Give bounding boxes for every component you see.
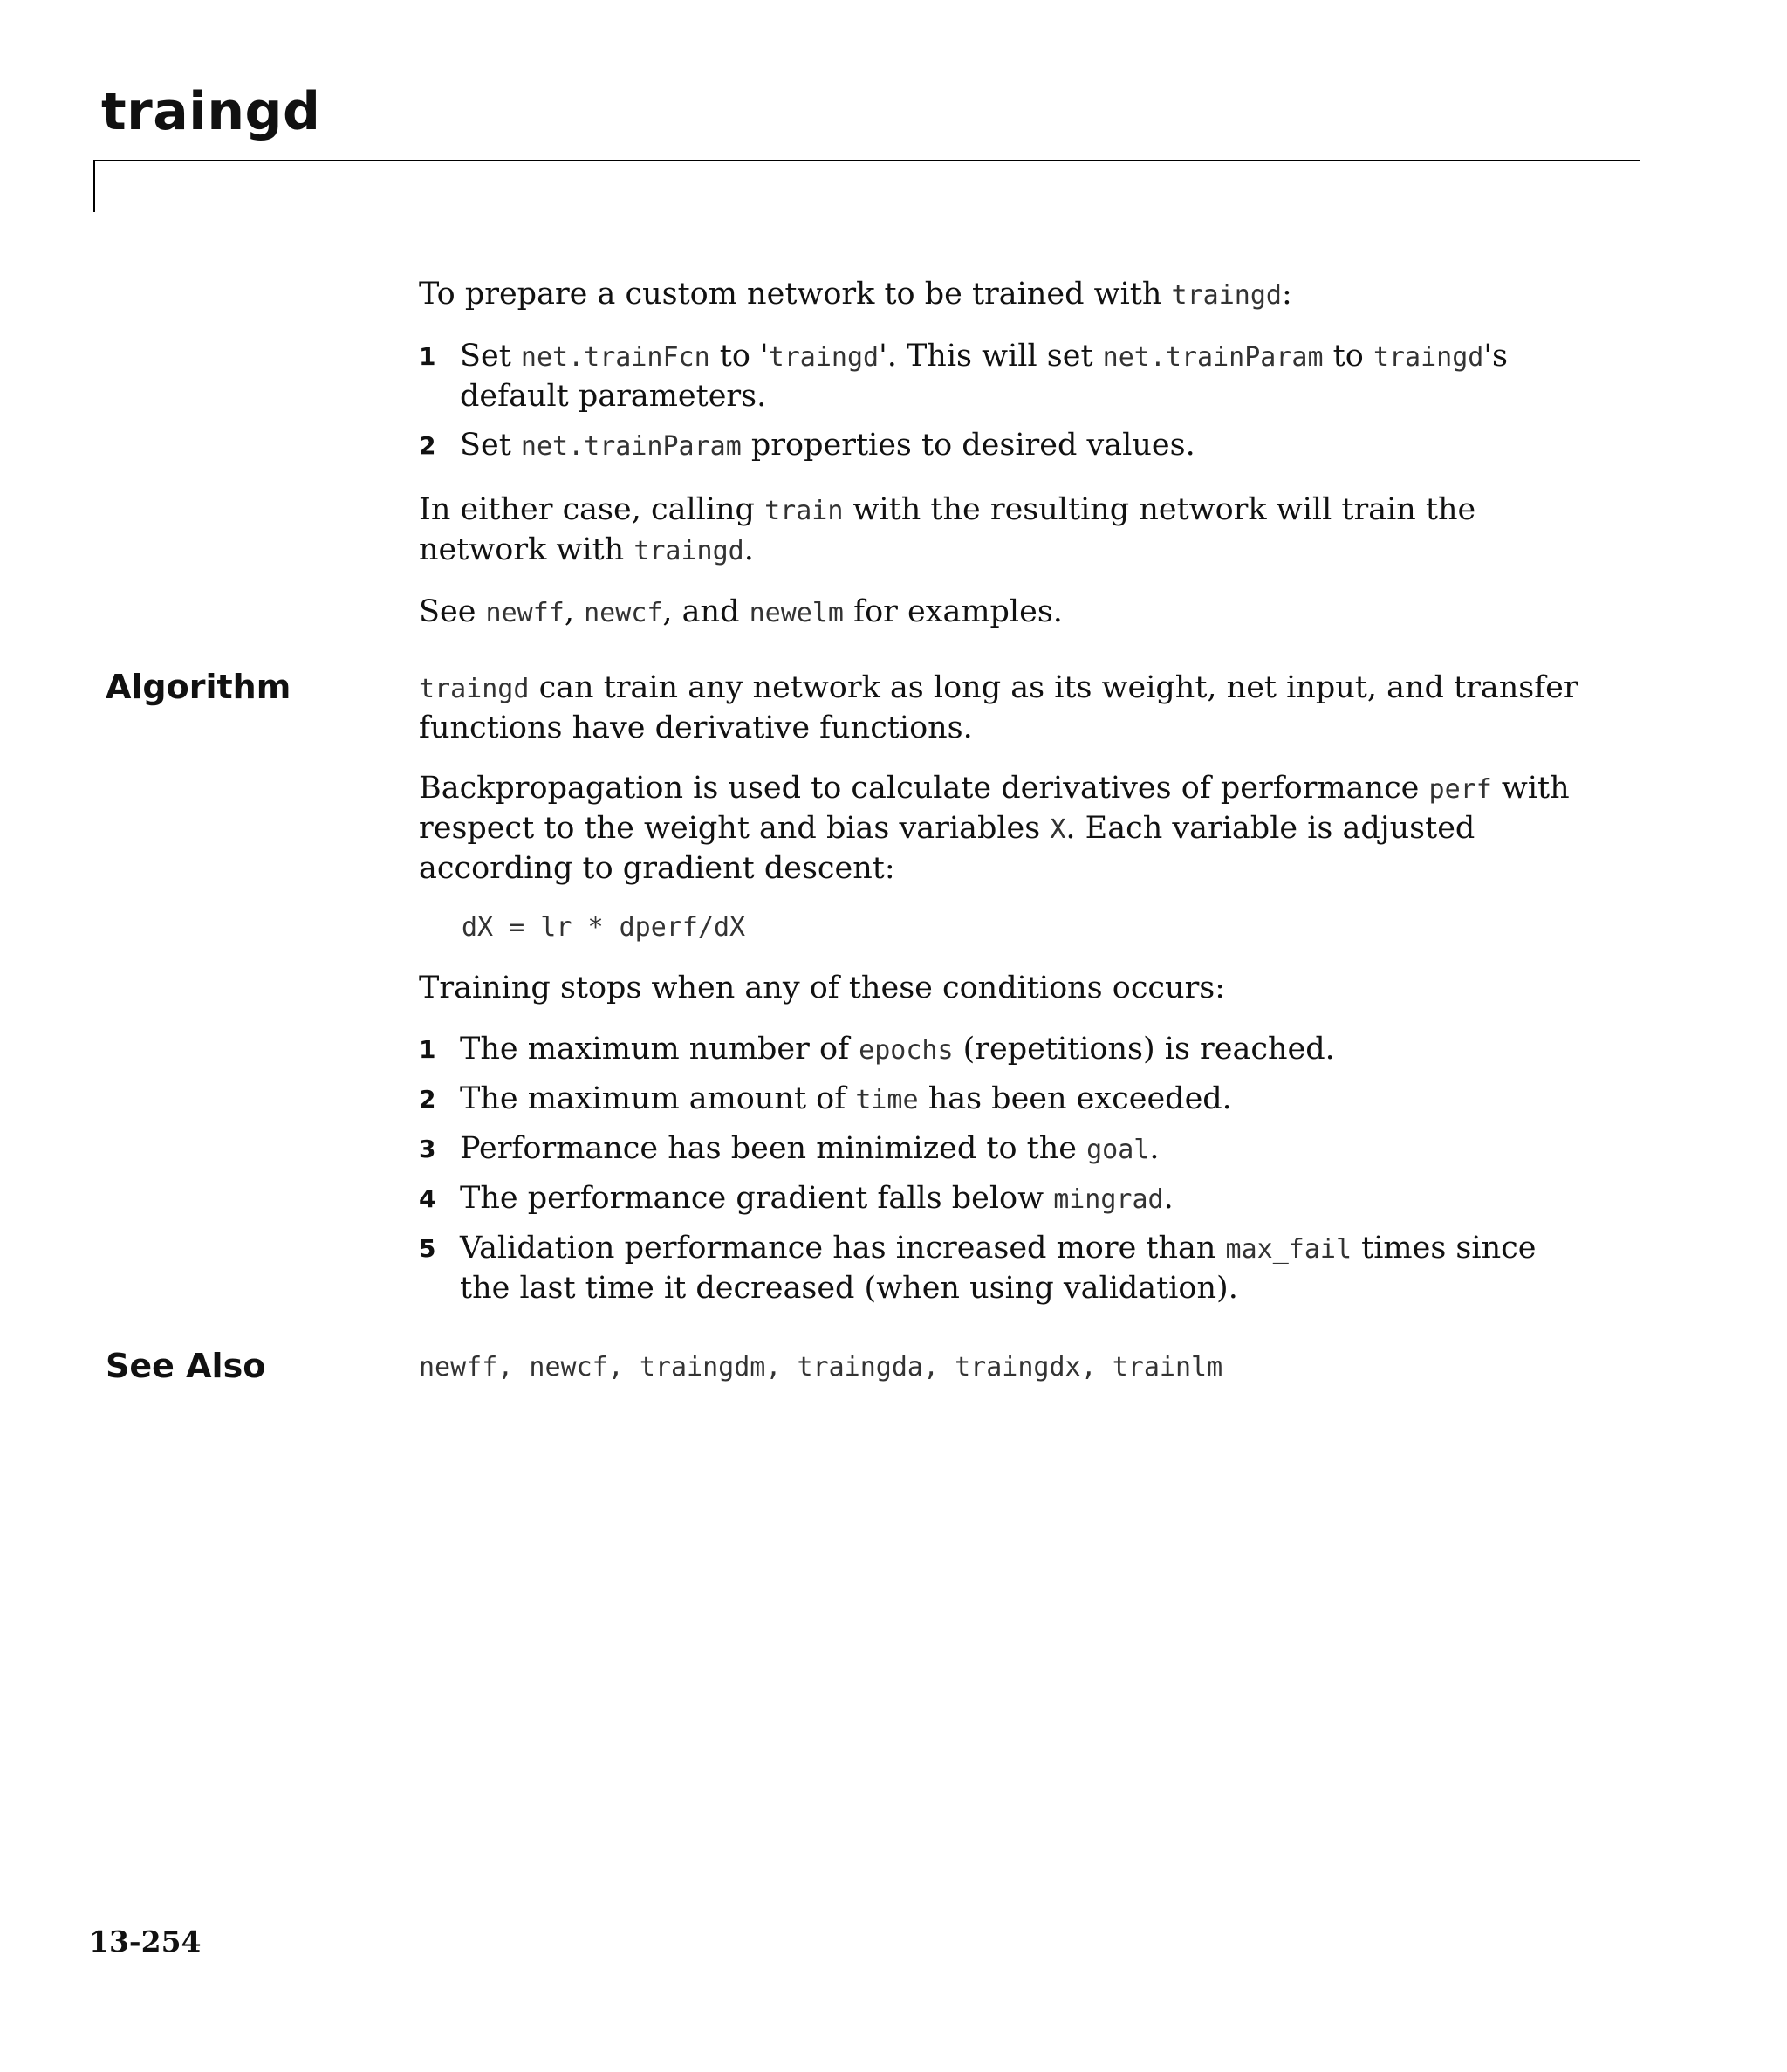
usage-section xyxy=(419,275,1579,633)
step-number: 5 xyxy=(419,1234,436,1263)
condition-item: 1 The maximum number of epochs (repetitions) is reached. xyxy=(419,1030,1579,1070)
step-number: 4 xyxy=(419,1184,436,1213)
header-rule-tick xyxy=(93,160,95,212)
step-number: 1 xyxy=(419,342,436,371)
stopping-intro: Training stops when any of these conditions occurs: xyxy=(419,971,1226,1005)
step-number: 1 xyxy=(419,1035,436,1064)
algorithm-heading: Algorithm xyxy=(106,668,291,706)
algorithm-paragraph: traingd can train any network as long as its weight, net input, and transfer functions have derivative functions. xyxy=(419,670,1578,745)
see-also-section xyxy=(419,1348,1579,1387)
usage-steps xyxy=(419,337,1579,466)
header-rule xyxy=(93,160,1640,161)
algorithm-section xyxy=(419,669,1579,1308)
stopping-conditions xyxy=(419,1030,1579,1308)
step-number: 3 xyxy=(419,1135,436,1163)
page-number: 13-254 xyxy=(89,1924,202,1959)
page-title: traingd xyxy=(101,81,321,142)
usage-intro: To prepare a custom network to be trained with traingd: xyxy=(419,277,1292,312)
usage-see-examples: See newff, newcf, and newelm for examples. xyxy=(419,594,1063,629)
usage-either-case: In either case, calling train with the resulting network will train the network with traingd. xyxy=(419,492,1476,567)
see-also-heading: See Also xyxy=(106,1347,266,1385)
usage-step: 1 Set net.trainFcn to 'traingd'. This will set net.trainParam to traingd's default parameters. xyxy=(419,339,1508,414)
condition-item: 3 Performance has been minimized to the goal. xyxy=(419,1129,1579,1170)
step-number: 2 xyxy=(419,1085,436,1114)
formula-code: dX = lr * dperf/dX xyxy=(462,912,746,943)
see-also-list: newff, newcf, traingdm, traingda, traingdx, trainlm xyxy=(419,1352,1223,1382)
function-name: traingd xyxy=(1171,280,1282,311)
usage-step: 2 Set net.trainParam properties to desired values. xyxy=(419,426,1579,466)
condition-item: 2 The maximum amount of time has been exceeded. xyxy=(419,1080,1579,1120)
condition-item: 4 The performance gradient falls below mingrad. xyxy=(419,1179,1579,1219)
condition-item: 5 Validation performance has increased more than max_fail times since the last time it decreased (when using validation). xyxy=(419,1231,1537,1306)
step-number: 2 xyxy=(419,431,436,460)
algorithm-paragraph: Backpropagation is used to calculate derivatives of performance perf with respect to the weight and bias variables X. Each variable is adjusted according to gradient descent: xyxy=(419,771,1570,886)
